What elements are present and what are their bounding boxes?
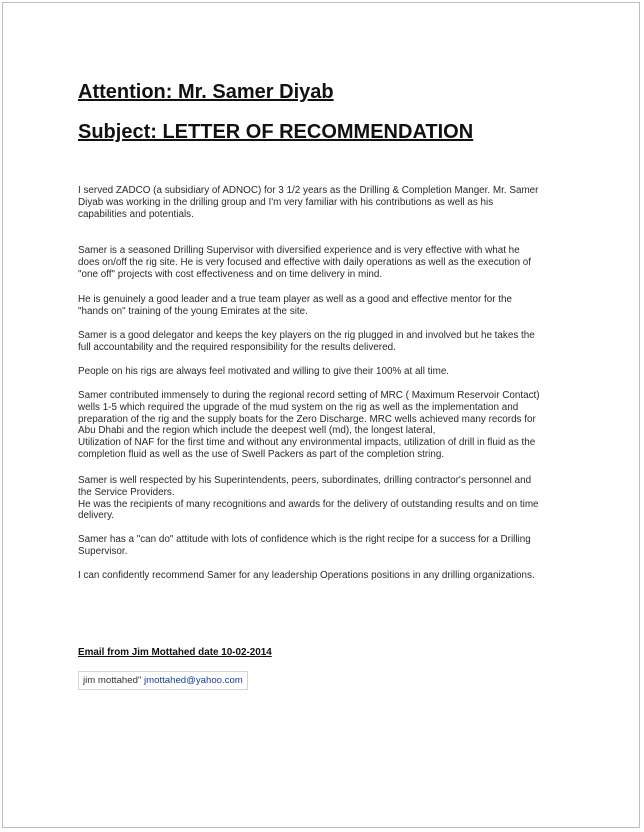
paragraph-line: capabilities and potentials.: [78, 208, 194, 220]
paragraph-line: the Service Providers.: [78, 486, 175, 498]
sender-email-link[interactable]: jmottahed@yahoo.com: [144, 675, 243, 686]
paragraph-respect: [78, 475, 566, 522]
paragraph-delegation: [78, 330, 566, 354]
attention-heading: Attention: Mr. Samer Diyab: [78, 81, 334, 103]
paragraph-experience: [78, 245, 566, 280]
paragraph-line: Abu Dhabi and the region which include the deepest well (md), the longest lateral,: [78, 425, 436, 437]
email-sender-box: [78, 671, 248, 690]
paragraph-line: People on his rigs are always feel motivated and willing to give their 100% at all time.: [78, 366, 450, 377]
email-heading: Email from Jim Mottahed date 10-02-2014: [78, 647, 272, 658]
paragraph-motivation: [78, 366, 566, 378]
paragraph-attitude: [78, 534, 566, 558]
paragraph-line: He was the recipients of many recognitions and awards for the delivery of outstanding results and on time: [78, 498, 539, 510]
paragraph-contributions: [78, 390, 566, 461]
paragraph-line: "one off" projects with cost effectiveness and on time delivery in mind.: [78, 268, 383, 280]
paragraph-line: Utilization of NAF for the first time and without any environmental impacts, utilization of drill in fluid as the: [78, 437, 536, 449]
paragraph-recommendation: [78, 570, 566, 582]
subject-heading: Subject: LETTER OF RECOMMENDATION: [78, 121, 474, 143]
paragraph-line: Samer is a seasoned Drilling Supervisor with diversified experience and is very effective with what he: [78, 245, 520, 256]
paragraph-line: Samer is well respected by his Superintendents, peers, subordinates, drilling contractor's personnel and: [78, 475, 532, 486]
paragraph-line: completion fluid as well as the use of Swell Packers as part of the completion string.: [78, 448, 445, 460]
paragraph-line: wells 1-5 which required the upgrade of the mud system on the rig as well as the implementation and: [78, 401, 519, 413]
paragraph-line: Samer is a good delegator and keeps the key players on the rig plugged in and involved but he takes the: [78, 330, 535, 341]
paragraph-intro: [78, 185, 566, 220]
paragraph-line: delivery.: [78, 510, 115, 522]
paragraph-line: Diyab was working in the drilling group and I'm very familiar with his contributions as well as his: [78, 196, 494, 208]
sender-name: jim mottahed": [83, 675, 142, 686]
paragraph-line: I can confidently recommend Samer for any leadership Operations positions in any drilling organizations.: [78, 570, 535, 581]
paragraph-line: Samer has a "can do" attitude with lots of confidence which is the right recipe for a success for a Drilling: [78, 534, 531, 545]
paragraph-line: I served ZADCO (a subsidiary of ADNOC) for 3 1/2 years as the Drilling & Completion Manger. Mr. Samer: [78, 185, 539, 196]
paragraph-line: preparation of the rig and the supply boats for the Zero Discharge. MRC wells achieved many records for: [78, 413, 536, 425]
paragraph-leadership: [78, 294, 566, 318]
paragraph-line: does on/off the rig site. He is very focused and effective with daily operations as well as the execution of: [78, 256, 532, 268]
paragraph-line: Samer contributed immensely to during the regional record setting of MRC ( Maximum Reservoir Contact): [78, 390, 540, 401]
paragraph-line: Supervisor.: [78, 545, 128, 557]
paragraph-line: He is genuinely a good leader and a true team player as well as a good and effective mentor for the: [78, 294, 513, 305]
paragraph-line: full accountability and the required responsibility for the results delivered.: [78, 341, 396, 353]
paragraph-line: "hands on" training of the young Emirates at the site.: [78, 305, 308, 317]
